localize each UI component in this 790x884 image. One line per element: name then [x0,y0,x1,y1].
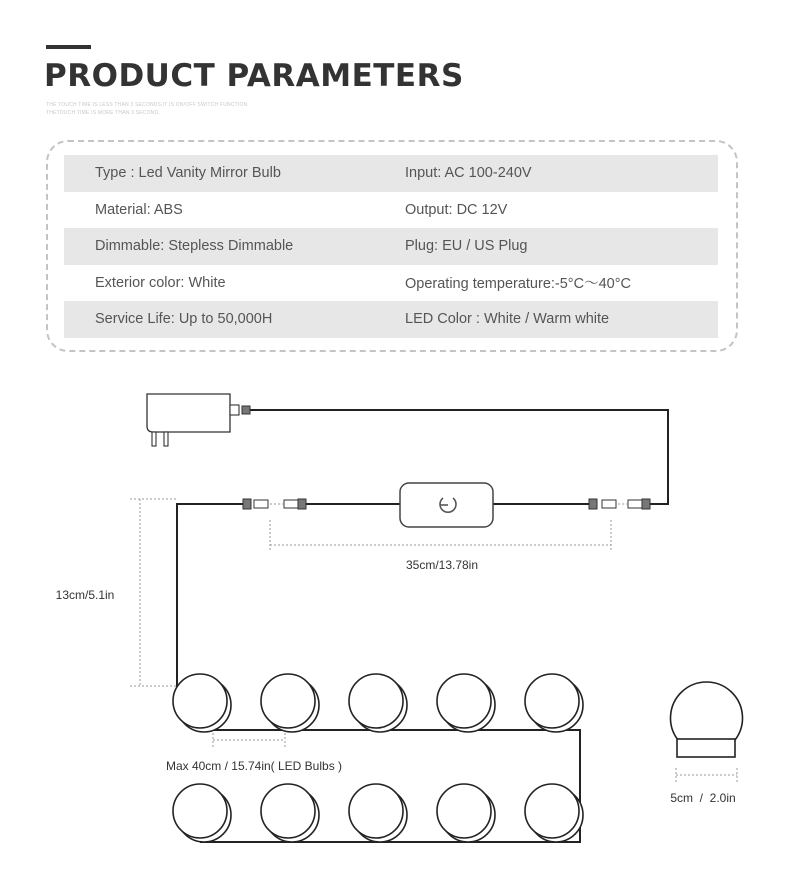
param-material: Material: ABS [95,201,183,218]
led-bulb [437,674,495,732]
param-led-color: LED Color : White / Warm white [405,311,610,328]
touch-note-line-1: THE TOUCH TIME IS LESS THAN 3 SECONDS,IT IS ON/OFF SWITCH FUNCTION. [46,102,249,108]
single-bulb-icon [671,682,743,757]
param-output: Output: DC 12V [405,201,508,218]
led-bulb [349,784,407,842]
led-bulb [173,674,231,732]
drop-height-label: 13cm/5.1in [55,588,115,602]
param-type: Type : Led Vanity Mirror Bulb [95,165,281,182]
left-connector-icon [243,499,306,509]
param-exterior-color: Exterior color: White [95,274,226,291]
bulb-spacing-label: Max 40cm / 15.74in( LED Bulbs ) [165,759,343,773]
led-bulb [173,784,231,842]
led-bulb [437,784,495,842]
led-bulb [349,674,407,732]
param-plug: Plug: EU / US Plug [405,238,528,255]
led-bulb [525,674,583,732]
touch-note-line-2: THETOUCH TIME IS MORE THAN 3 SECOND, [46,110,160,116]
page-title: PRODUCT PARAMETERS [44,58,464,94]
power-adapter-icon [147,394,250,446]
right-connector-icon [589,499,650,509]
bulb-feed-cable [177,504,243,700]
bulb-size-label: 5cm / 2.0in [670,791,736,805]
param-service-life: Service Life: Up to 50,000H [95,311,273,328]
param-dimmable: Dimmable: Stepless Dimmable [95,238,294,255]
bulb-size-dimension [676,768,737,782]
switch-length-label: 35cm/13.78in [405,558,479,572]
bulb-spacing-dimension [213,733,285,748]
led-bulb [261,674,319,732]
param-input: Input: AC 100-240V [405,165,532,182]
led-bulb [525,784,583,842]
drop-height-dimension [130,499,176,686]
led-bulb [261,784,319,842]
param-operating-temperature: Operating temperature:-5°C～40°C [405,276,631,293]
